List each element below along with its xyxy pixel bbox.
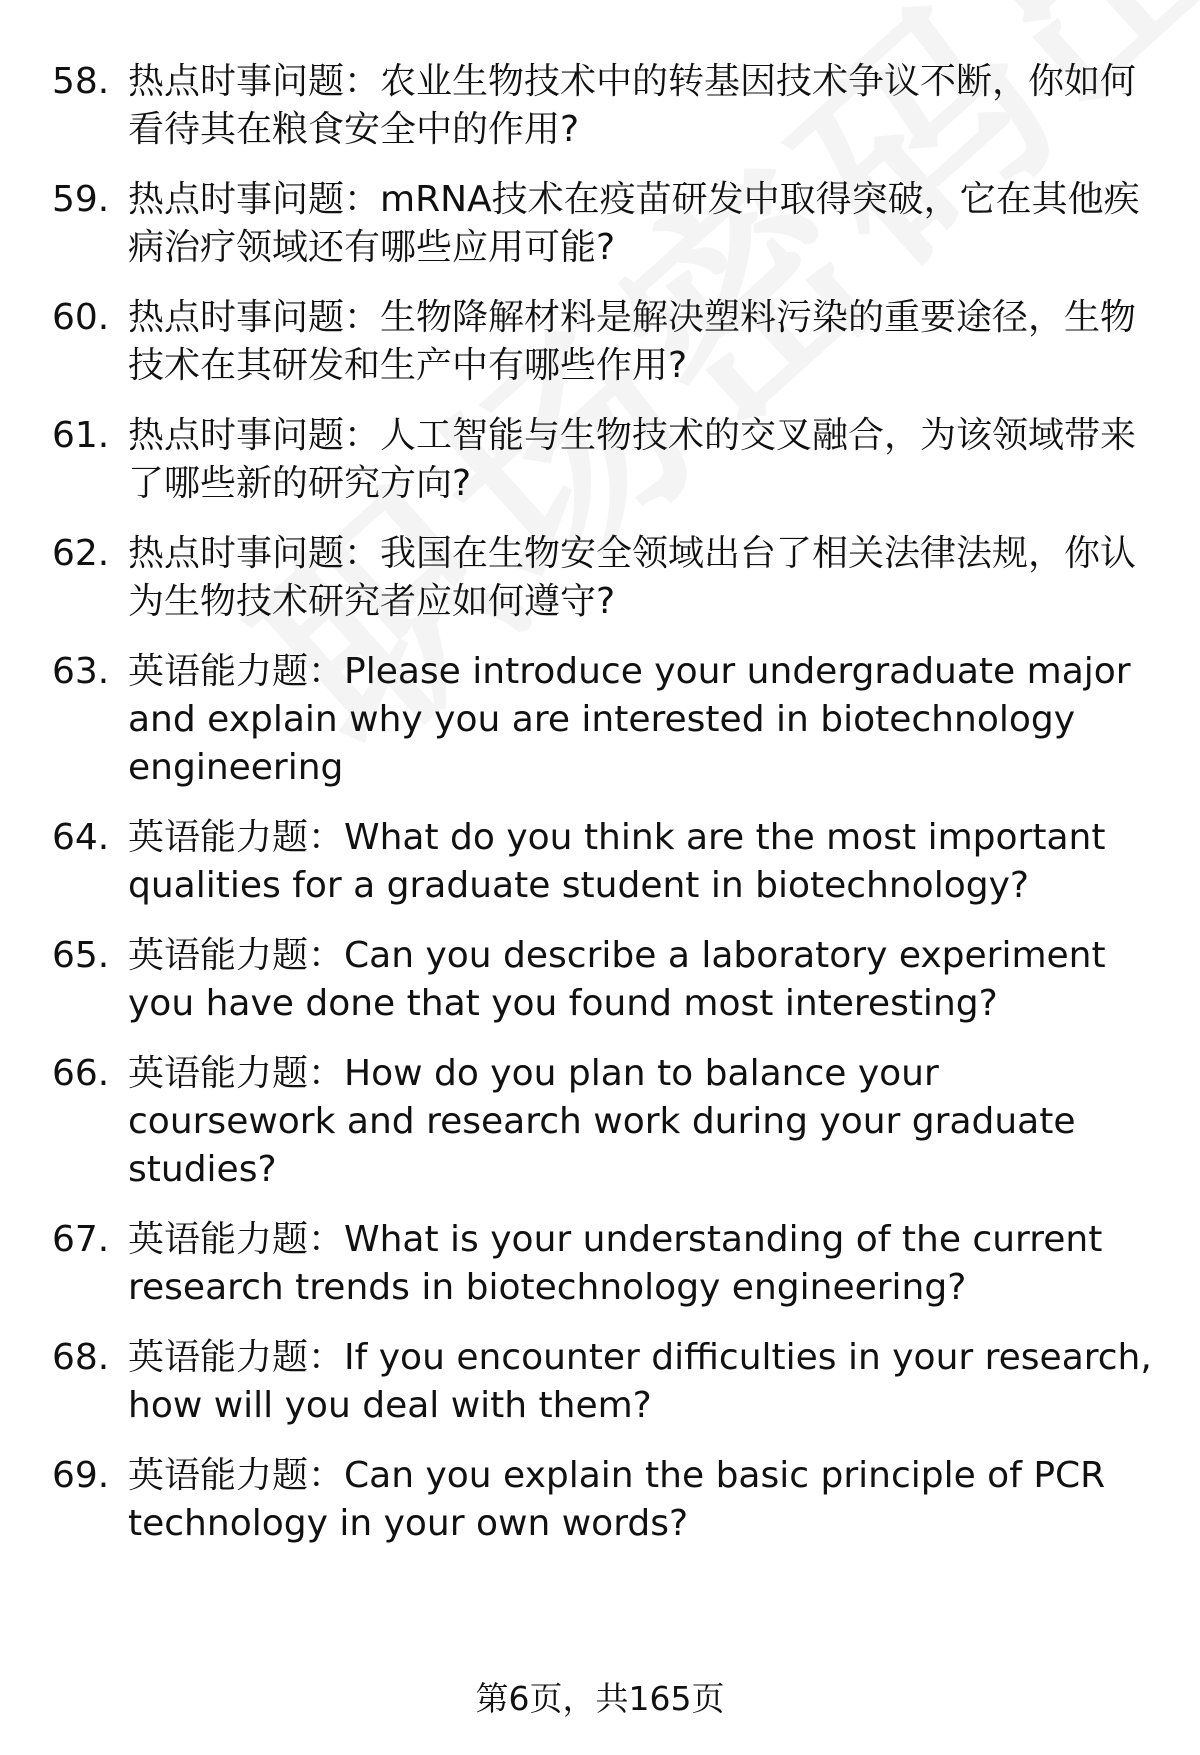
question-number: 67. [52,1219,110,1260]
question-number: 58. [52,61,110,102]
question-text: 热点时事问题：生物降解材料是解决塑料污染的重要途径，生物技术在其研发和生产中有哪些作用? [128,297,1137,386]
question-text: 热点时事问题：mRNA技术在疫苗研发中取得突破，它在其他疾病治疗领域还有哪些应用可能? [128,179,1140,268]
question-text: 英语能力题：Please introduce your undergraduate major and explain why you are interested in biotechnology engineering [128,651,1131,788]
question-number: 63. [52,651,110,692]
question-number: 66. [52,1053,110,1094]
question-text: 英语能力题：If you encounter difficulties in your research, how will you deal with them? [128,1337,1152,1426]
list-item [52,412,1152,508]
list-item [52,648,1152,792]
question-number: 65. [52,935,110,976]
question-number: 64. [52,817,110,858]
question-text: 热点时事问题：我国在生物安全领域出台了相关法律法规，你认为生物技术研究者应如何遵守? [128,533,1137,622]
question-number: 60. [52,297,110,338]
list-item [52,294,1152,390]
list-item [52,176,1152,272]
question-number: 59. [52,179,110,220]
question-list [52,58,1152,1548]
question-text: 英语能力题：What do you think are the most important qualities for a graduate student in biotechnology? [128,817,1106,906]
list-item [52,58,1152,154]
list-item [52,1050,1152,1194]
question-text: 热点时事问题：人工智能与生物技术的交叉融合，为该领域带来了哪些新的研究方向? [128,415,1137,504]
list-item [52,530,1152,626]
list-item [52,932,1152,1028]
question-text: 英语能力题：Can you explain the basic principle of PCR technology in your own words? [128,1455,1106,1544]
list-item [52,814,1152,910]
question-text: 英语能力题：What is your understanding of the current research trends in biotechnology engineering? [128,1219,1103,1308]
page-footer: 第6页，共165页 [475,1679,725,1718]
list-item [52,1216,1152,1312]
list-item [52,1334,1152,1430]
question-text: 英语能力题：Can you describe a laboratory experiment you have done that you found most interesting? [128,935,1106,1024]
question-number: 68. [52,1337,110,1378]
question-number: 69. [52,1455,110,1496]
question-text: 热点时事问题：农业生物技术中的转基因技术争议不断，你如何看待其在粮食安全中的作用? [128,61,1137,150]
question-number: 62. [52,533,110,574]
question-number: 61. [52,415,110,456]
list-item [52,1452,1152,1548]
question-text: 英语能力题：How do you plan to balance your coursework and research work during your graduate studies? [128,1053,1076,1190]
